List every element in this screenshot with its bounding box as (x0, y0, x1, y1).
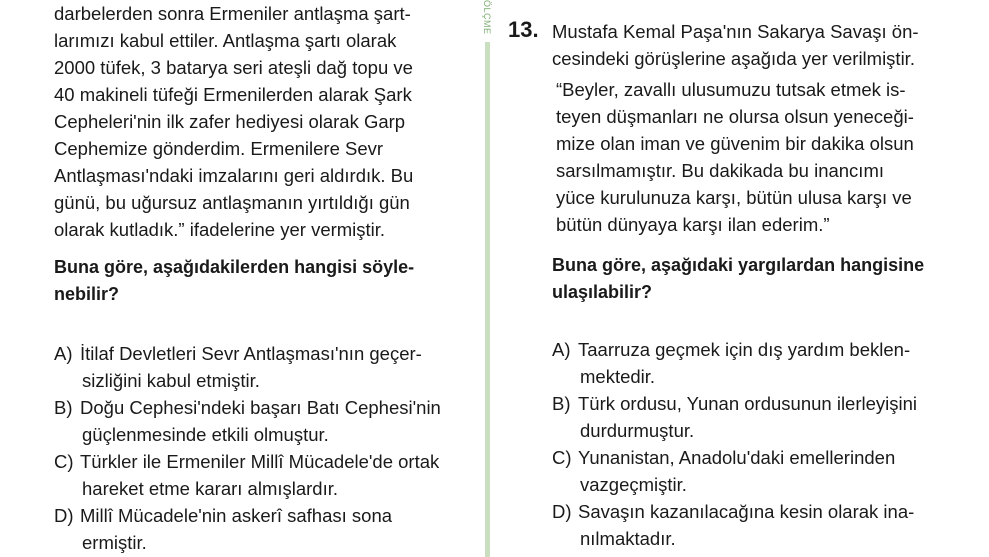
option-text: Savaşın kazanılacağına kesin olarak ina- (578, 501, 915, 522)
question-line: ulaşılabilir? (552, 282, 653, 302)
option-text: ermiştir. (82, 532, 147, 553)
quote-line: teyen düşmanları ne olursa olsun yeneceği- (556, 106, 914, 127)
option-text: mektedir. (580, 366, 656, 387)
passage-line: Antlaşması'ndaki imzalarını geri aldırdık. Bu (54, 165, 414, 186)
passage-line: Cepheleri'nin ilk zafer hediyesi olarak Garp (54, 111, 406, 132)
option-text: Yunanistan, Anadolu'daki emellerinden (578, 447, 896, 468)
passage-line: 2000 tüfek, 3 batarya seri ateşli dağ topu ve (54, 57, 413, 78)
option-text: güçlenmesinde etkili olmuştur. (82, 424, 329, 445)
right-intro (552, 18, 919, 72)
option-letter: B) (54, 397, 73, 418)
option-a[interactable] (552, 336, 917, 390)
intro-line: Mustafa Kemal Paşa'nın Sakarya Savaşı ön- (552, 21, 919, 42)
passage-line: darbelerden sonra Ermeniler antlaşma şart- (54, 3, 411, 24)
side-label: ÖLÇME (482, 0, 492, 35)
left-question (54, 254, 414, 308)
question-number: 13. (508, 17, 539, 42)
passage-line: olarak kutladık.” ifadelerine yer vermiştir. (54, 219, 386, 240)
option-letter: C) (552, 447, 572, 468)
option-text: Doğu Cephesi'ndeki başarı Batı Cephesi'nin (80, 397, 441, 418)
quote-line: mize olan iman ve güvenim bir dakika olsun (556, 133, 914, 154)
option-text: hareket etme kararı almışlardır. (82, 478, 339, 499)
option-b[interactable] (552, 390, 917, 444)
option-text: vazgeçmiştir. (580, 474, 687, 495)
right-options (552, 336, 917, 552)
passage-line: günü, bu uğursuz antlaşmanın yırtıldığı gün (54, 192, 410, 213)
column-divider (485, 42, 490, 557)
option-text: Türk ordusu, Yunan ordusunun ilerleyişini (578, 393, 918, 414)
right-question (552, 252, 924, 306)
passage-line: larımızı kabul ettiler. Antlaşma şartı olarak (54, 30, 397, 51)
left-passage (54, 0, 413, 243)
option-letter: D) (54, 505, 74, 526)
option-d[interactable] (552, 498, 917, 552)
option-text: Millî Mücadele'nin askerî safhası sona (80, 505, 393, 526)
option-d[interactable] (54, 502, 441, 556)
right-quote (556, 76, 914, 238)
option-text: İtilaf Devletleri Sevr Antlaşması'nın geçer- (80, 343, 422, 364)
question-line: Buna göre, aşağıdaki yargılardan hangisine (552, 255, 925, 275)
quote-line: “Beyler, zavallı ulusumuzu tutsak etmek is- (556, 79, 906, 100)
option-c[interactable] (54, 448, 441, 502)
option-letter: A) (552, 339, 571, 360)
option-letter: A) (54, 343, 73, 364)
quote-line: sarsılmamıştır. Bu dakikada bu inancımı (556, 160, 884, 181)
option-letter: C) (54, 451, 74, 472)
option-text: durdurmuştur. (580, 420, 695, 441)
question-line: nebilir? (54, 284, 120, 304)
left-options (54, 340, 441, 556)
option-b[interactable] (54, 394, 441, 448)
quote-line: bütün dünyaya karşı ilan ederim.” (556, 214, 830, 235)
option-text: nılmaktadır. (580, 528, 676, 549)
option-letter: D) (552, 501, 572, 522)
option-a[interactable] (54, 340, 441, 394)
quote-line: yüce kurulunuza karşı, bütün ulusa karşı ve (556, 187, 912, 208)
option-text: sizliğini kabul etmiştir. (82, 370, 260, 391)
passage-line: 40 makineli tüfeği Ermenilerden alarak Şark (54, 84, 412, 105)
option-text: Türkler ile Ermeniler Millî Mücadele'de ortak (80, 451, 440, 472)
intro-line: cesindeki görüşlerine aşağıda yer verilmiştir. (552, 48, 915, 69)
option-c[interactable] (552, 444, 917, 498)
question-line: Buna göre, aşağıdakilerden hangisi söyle- (54, 257, 415, 277)
option-text: Taarruza geçmek için dış yardım beklen- (578, 339, 911, 360)
passage-line: Cephemize gönderdim. Ermenilere Sevr (54, 138, 384, 159)
option-letter: B) (552, 393, 571, 414)
